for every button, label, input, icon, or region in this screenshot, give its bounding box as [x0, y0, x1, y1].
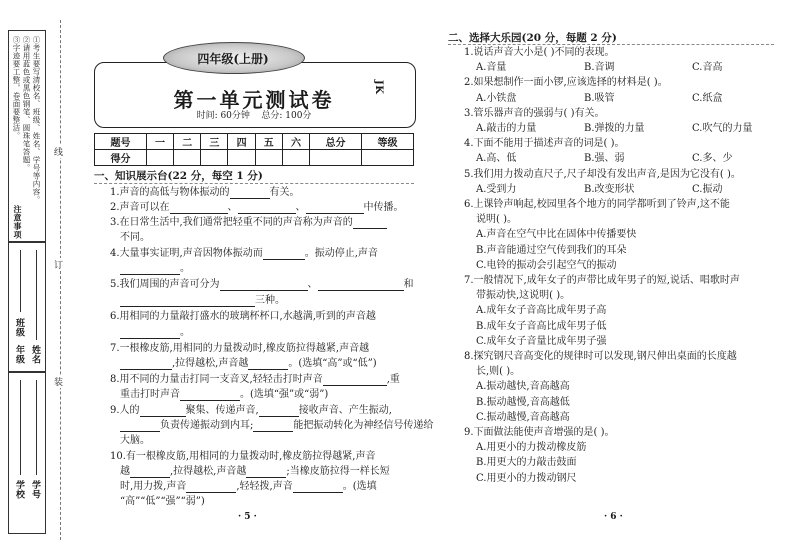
answer-blank[interactable] — [120, 296, 255, 307]
option-c[interactable]: C.成年女子音量比成年男子强 — [476, 335, 607, 347]
school-info-box — [8, 372, 46, 534]
question-stem: 9.下面做法能使声音增强的是( )。 — [464, 427, 615, 438]
option-c[interactable]: C.音高 — [692, 62, 723, 74]
q1-2: 2.声音可以在 、 、 中传播。 — [110, 202, 404, 213]
q1-5-cont: 三种。 — [120, 295, 285, 307]
option-a[interactable]: A.声音在空气中比在固体中传播要快 — [476, 229, 637, 241]
school-label: 学校 — [14, 480, 24, 499]
answer-blank[interactable] — [248, 359, 288, 370]
grade-label: 年级 — [14, 345, 24, 364]
option-c[interactable]: C.多、少 — [692, 153, 733, 165]
option-b[interactable]: B.强、弱 — [584, 153, 625, 165]
option-b[interactable]: B.振动越慢,音高越低 — [476, 396, 570, 408]
score-cell: 三 — [201, 134, 228, 150]
option-c[interactable]: C.振动越慢,音高越高 — [476, 411, 570, 423]
name-label: 姓名 — [30, 345, 40, 364]
score-row-label: 得分 — [95, 150, 147, 166]
score-cell: 题号 — [95, 134, 147, 150]
q1-6: 6.用相同的力量敲打盛水的玻璃杯杯口,水越满,听到的声音越 — [110, 311, 376, 322]
option-a[interactable]: A.用更小的力拨动橡皮筋 — [476, 442, 587, 454]
answer-blank[interactable] — [120, 264, 180, 275]
score-cell: 六 — [282, 134, 309, 150]
q1-6-cont: 。 — [120, 327, 190, 339]
option-b[interactable]: B.改变形状 — [584, 183, 635, 195]
section1-heading-rule — [94, 183, 414, 184]
answer-blank[interactable] — [186, 482, 236, 493]
answer-blank[interactable] — [120, 359, 172, 370]
q1-3-cont: 不同。 — [120, 232, 150, 243]
q1-7: 7.一根橡皮筋,用相同的力量拨动时,橡皮筋拉得越紧,声音越 — [110, 343, 370, 354]
q1-9: 9.人的 聚集、传递声音, 接收声音、产生振动, — [110, 405, 392, 416]
score-input[interactable] — [201, 150, 228, 166]
cut-mark-xian: 线 — [54, 145, 63, 158]
q1-10-cont3: “高”“低”“强”“弱”) — [120, 496, 205, 507]
grade-badge-text: 四年级(上册) — [197, 52, 269, 66]
score-input[interactable] — [228, 150, 255, 166]
q1-8: 8.用不同的力量击打同一支音叉,轻轻击打时声音 ,重 — [110, 374, 400, 385]
q1-9-cont2: 大脑。 — [120, 435, 150, 446]
q1-10: 10.有一根橡皮筋,用相同的力量拨动时,橡皮筋拉得越紧,声音 — [110, 451, 376, 462]
q1-10-cont2: 时,用力拨,声音 ,轻轻拨,声音 。(选填 — [120, 481, 377, 492]
option-a[interactable]: A.振动越快,音高越高 — [476, 381, 570, 393]
q1-8-cont: 重击打时声音 。(选填“强”或“弱”) — [120, 389, 329, 400]
question-stem: 1.说话声音大小是( )不同的表现。 — [464, 47, 615, 58]
q1-4: 4.大量事实证明,声音因物体振动而 。振动停止,声音 — [110, 248, 378, 259]
answer-blank[interactable] — [353, 218, 387, 229]
score-input[interactable] — [361, 150, 413, 166]
notes-label: 注意事项 — [13, 205, 23, 239]
notes-text-2: ②请用蓝色或黑色钢笔、圆珠笔答题。 — [22, 36, 31, 172]
score-table-header-row — [95, 134, 414, 150]
section2-heading-rule — [448, 44, 774, 45]
q1-4-cont: 。 — [120, 263, 190, 275]
option-b[interactable]: B.成年女子音高比成年男子低 — [476, 320, 607, 332]
answer-blank[interactable] — [220, 280, 308, 291]
option-b[interactable]: B.吸管 — [584, 92, 615, 104]
score-cell: 二 — [174, 134, 201, 150]
option-a[interactable]: A.高、低 — [476, 153, 517, 165]
class-label: 班级 — [14, 318, 24, 337]
option-c[interactable]: C.纸盒 — [692, 92, 723, 104]
answer-blank[interactable] — [259, 406, 299, 417]
answer-blank[interactable] — [253, 421, 293, 432]
score-input[interactable] — [310, 150, 362, 166]
score-input[interactable] — [174, 150, 201, 166]
option-c[interactable]: C.振动 — [692, 183, 723, 195]
score-input[interactable] — [282, 150, 309, 166]
answer-blank[interactable] — [230, 188, 270, 199]
score-cell: 总分 — [310, 134, 362, 150]
option-c[interactable]: C.电铃的振动会引起空气的振动 — [476, 259, 617, 271]
cut-mark-zhuang: 装 — [54, 375, 63, 388]
class-line — [20, 250, 21, 312]
score-cell: 一 — [146, 134, 173, 150]
q1-9-cont: 负责传递振动到内耳; 能把振动转化为神经信号传递给 — [120, 420, 433, 432]
answer-blank[interactable] — [318, 280, 404, 291]
option-a[interactable]: A.成年女子音高比成年男子高 — [476, 305, 607, 317]
option-b[interactable]: B.音调 — [584, 62, 615, 74]
number-line — [36, 380, 37, 475]
answer-blank[interactable] — [120, 328, 180, 339]
question-stem-cont: 带振动快,这说明( )。 — [476, 290, 571, 302]
q1-3: 3.在日常生活中,我们通常把轻重不同的声音称为声音的 — [110, 217, 387, 229]
option-c[interactable]: C.吹气的力量 — [692, 123, 753, 134]
answer-blank[interactable] — [246, 467, 286, 478]
q1-7-cont: ,拉得越松,声音越 。(选填“高”或“低”) — [120, 358, 377, 370]
score-cell: 四 — [228, 134, 255, 150]
page-number-left: · 5 · — [238, 512, 257, 522]
answer-blank[interactable] — [263, 249, 305, 260]
option-a[interactable]: A.音量 — [476, 62, 507, 74]
answer-blank[interactable] — [323, 375, 387, 386]
question-stem-cont: 说明( )。 — [476, 214, 517, 226]
answer-blank[interactable] — [180, 390, 240, 401]
answer-blank[interactable] — [238, 203, 296, 214]
question-stem-cont: 长,则( )。 — [476, 366, 521, 378]
option-b[interactable]: B.声音能通过空气传到我们的耳朵 — [476, 244, 627, 256]
page-title: 第一单元测试卷 — [173, 88, 335, 112]
question-stem: 3.管乐器声音的强弱与( )有关。 — [464, 107, 605, 119]
question-stem: 6.上课铃声响起,校园里各个地方的同学都听到了铃声,这不能 — [464, 199, 730, 210]
score-table-score-row — [95, 150, 414, 166]
question-stem: 5.我们用力拨动直尺子,尺子却没有发出声音,是因为它没有( )。 — [464, 168, 741, 180]
question-stem: 7.一般情况下,成年女子的声带比成年男子的短,说话、唱歌时声 — [464, 275, 740, 286]
exam-meta: 时间: 60分钟 总分: 100分 — [196, 111, 312, 121]
score-cell: 五 — [255, 134, 282, 150]
q1-10-cont: 越 ,拉得越松,声音越 ;当橡皮筋拉得一样长短 — [120, 466, 390, 477]
option-a[interactable]: A.小铁盘 — [476, 92, 517, 104]
answer-blank[interactable] — [170, 203, 228, 214]
notes-text-3: ③字迹要工整，卷面要整洁。 — [12, 36, 21, 140]
cut-line — [60, 20, 61, 540]
question-stem: 2.如果想制作一面小锣,应该选择的材料是( )。 — [464, 77, 668, 89]
answer-blank[interactable] — [293, 482, 343, 493]
question-stem: 8.探究钢尺音高变化的规律时可以发现,钢尺伸出桌面的长度越 — [464, 351, 737, 362]
page-number-right: · 6 · — [604, 512, 623, 522]
section2-heading: 二、选择大乐园(20 分，每题 2 分) — [448, 32, 617, 44]
option-b[interactable]: B.弹拨的力量 — [584, 123, 645, 134]
number-label: 学号 — [30, 480, 40, 499]
name-line — [36, 250, 37, 340]
school-line — [20, 380, 21, 475]
q1-1: 1.声音的高低与物体振动的 有关。 — [110, 187, 300, 198]
edition-mark: JK — [373, 80, 384, 95]
option-a[interactable]: A.受到力 — [476, 183, 517, 195]
score-table — [94, 133, 414, 166]
section1-heading: 一、知识展示台(22 分，每空 1 分) — [94, 170, 263, 182]
q1-5: 5.我们周围的声音可分为 、 和 — [110, 279, 414, 290]
score-input[interactable] — [146, 150, 173, 166]
answer-blank[interactable] — [130, 467, 170, 478]
score-input[interactable] — [255, 150, 282, 166]
score-cell: 等级 — [361, 134, 413, 150]
answer-blank[interactable] — [120, 421, 160, 432]
option-a[interactable]: A.敲击的力量 — [476, 123, 537, 134]
question-stem: 4.下面不能用于描述声音的词是( )。 — [464, 138, 625, 150]
notes-text-1: ①考生要写清校名、班级、姓名、学号等内容。 — [32, 36, 41, 204]
option-c[interactable]: C.用更小的力拨动钢尺 — [476, 472, 577, 484]
cut-mark-ding: 订 — [54, 258, 63, 271]
answer-blank[interactable] — [306, 203, 364, 214]
option-b[interactable]: B.用更大的力敲击鼓面 — [476, 457, 577, 469]
answer-blank[interactable] — [140, 406, 186, 417]
